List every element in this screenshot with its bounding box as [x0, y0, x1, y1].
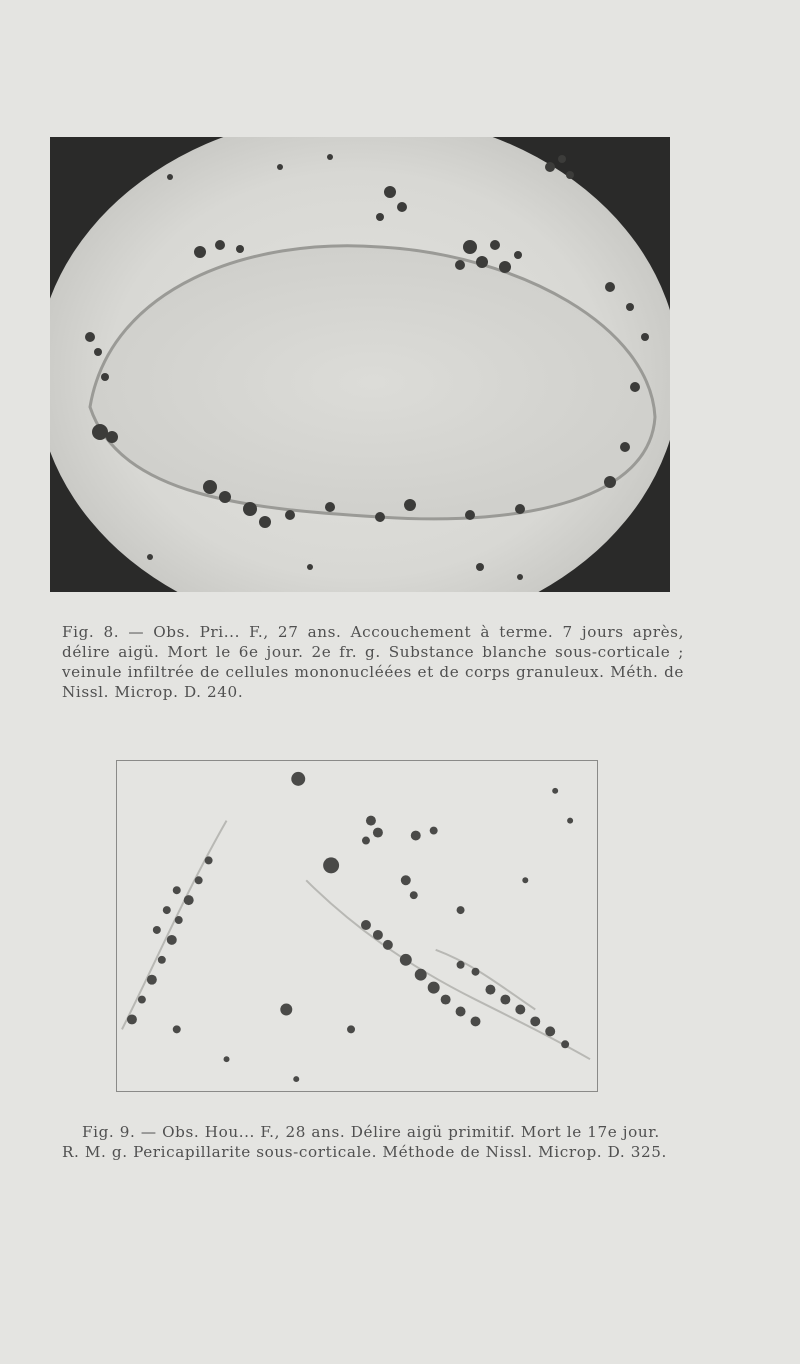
caption-line: veinule infiltrée de cellules mononucléées et de corps granuleux. Méth. de: [62, 663, 684, 681]
caption-line: R. M. g. Pericapillarite sous-corticale. Méthode de Nissl. Microp. D. 325.: [62, 1143, 667, 1161]
caption-line: Nissl. Microp. D. 240.: [62, 683, 244, 701]
figure-9-micrograph: [116, 760, 598, 1092]
figure-9-caption: [62, 1122, 680, 1162]
figure-8-image: [50, 137, 670, 592]
caption-line: Fig. 9. — Obs. Hou... F., 28 ans. Délire aigü primitif. Mort le 17e jour.: [82, 1123, 660, 1141]
figure-8-caption: [62, 622, 684, 702]
figure-9-image: [117, 761, 597, 1091]
caption-line: délire aigü. Mort le 6e jour. 2e fr. g. Substance blanche sous-corticale ;: [62, 643, 684, 661]
caption-line: Fig. 8. — Obs. Pri... F., 27 ans. Accouchement à terme. 7 jours après,: [62, 623, 684, 641]
figure-8-micrograph: [50, 137, 670, 592]
